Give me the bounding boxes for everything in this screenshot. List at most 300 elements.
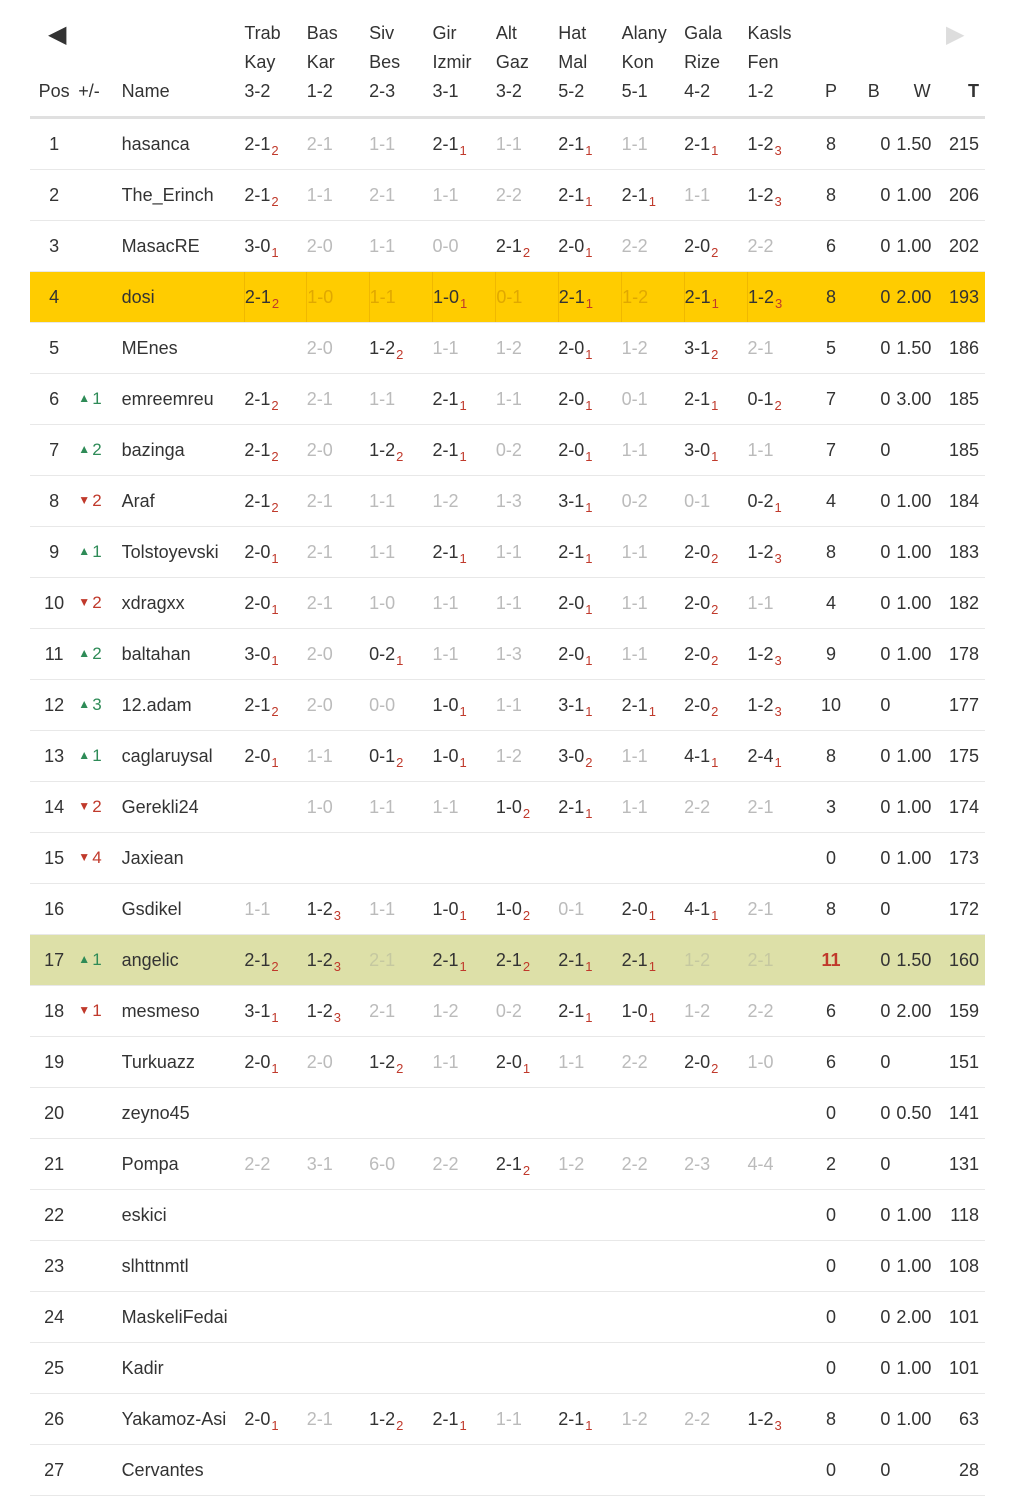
prediction-cell (684, 425, 747, 476)
prediction-cell (558, 118, 621, 170)
prediction-score: 3-0 (244, 235, 271, 256)
prediction-cell (433, 884, 496, 935)
player-name[interactable]: The_Erinch (122, 170, 245, 221)
prediction-score: 2-0 (684, 1051, 711, 1072)
player-name[interactable]: angelic (122, 935, 245, 986)
up-arrow-icon: ▲ (78, 646, 91, 660)
prediction-points: 2 (522, 244, 531, 260)
row-position: 10 (30, 578, 78, 629)
prediction-points: 1 (648, 958, 656, 974)
prediction-points: 3 (774, 295, 783, 311)
game-header[interactable] (496, 14, 558, 118)
prediction-cell (747, 374, 810, 425)
prediction-score: 1-2 (306, 1000, 333, 1021)
points-total: 159 (937, 986, 985, 1037)
prediction-cell (558, 1190, 621, 1241)
prediction-score: 2-1 (432, 541, 459, 562)
prediction-cell (496, 935, 558, 986)
row-change (78, 425, 121, 476)
prediction-cell (684, 323, 747, 374)
points-b: 0 (851, 1139, 896, 1190)
table-row[interactable] (30, 476, 985, 527)
prediction-cell (684, 731, 747, 782)
prediction-cell (622, 221, 684, 272)
prediction-points: 1 (585, 244, 593, 260)
prediction-cell (369, 986, 432, 1037)
prediction-score: 0-2 (495, 439, 522, 460)
row-position: 14 (30, 782, 78, 833)
points-w: 0.50 (896, 1088, 936, 1139)
prediction-score: 1-2 (684, 1000, 711, 1021)
row-change (78, 1445, 121, 1496)
prediction-score: 1-1 (495, 541, 522, 562)
table-row[interactable] (30, 221, 985, 272)
player-name[interactable]: caglaruysal (122, 731, 245, 782)
prediction-cell (307, 170, 369, 221)
prediction-points: 1 (585, 1009, 593, 1025)
row-position: 12 (30, 680, 78, 731)
prediction-score: 2-2 (244, 1153, 271, 1174)
prediction-score: 2-1 (244, 133, 271, 154)
table-row[interactable] (30, 680, 985, 731)
points-w (896, 425, 936, 476)
prediction-score: 1-1 (369, 286, 396, 307)
player-name[interactable]: eskici (122, 1190, 245, 1241)
points-total: 160 (937, 935, 985, 986)
prediction-cell (307, 1139, 369, 1190)
prediction-cell (369, 118, 432, 170)
row-change (78, 323, 121, 374)
up-arrow-icon: ▲ (78, 697, 91, 711)
game-header[interactable] (747, 14, 810, 118)
game-header[interactable] (369, 14, 432, 118)
prediction-cell (369, 1037, 432, 1088)
table-row[interactable] (30, 884, 985, 935)
up-arrow-icon: ▲ (78, 748, 91, 762)
points-p: 9 (811, 629, 851, 680)
row-change (78, 1241, 121, 1292)
prediction-cell (684, 782, 747, 833)
game-header[interactable] (433, 14, 496, 118)
table-row[interactable] (30, 731, 985, 782)
row-change (78, 1343, 121, 1394)
prediction-cell (244, 272, 306, 323)
prediction-cell (558, 782, 621, 833)
game-header[interactable] (558, 14, 621, 118)
prediction-cell (496, 221, 558, 272)
prediction-score: 4-1 (684, 745, 711, 766)
points-b: 0 (851, 170, 896, 221)
prediction-cell (369, 680, 432, 731)
prediction-score: 1-0 (433, 286, 460, 307)
prediction-score: 3-0 (558, 745, 585, 766)
prediction-cell (369, 1088, 432, 1139)
b-header[interactable]: B (851, 14, 896, 118)
prediction-cell (496, 1292, 558, 1343)
prediction-cell (747, 680, 810, 731)
prediction-points: 1 (459, 958, 467, 974)
player-name[interactable]: Jaxiean (122, 833, 245, 884)
player-name[interactable]: mesmeso (122, 986, 245, 1037)
game-header-line2: Bes (369, 52, 401, 72)
prediction-points: 3 (333, 1009, 341, 1025)
points-p: 3 (811, 782, 851, 833)
prediction-cell (684, 476, 747, 527)
points-p: 6 (811, 1037, 851, 1088)
prediction-cell (622, 1241, 684, 1292)
prediction-score: 2-1 (369, 949, 396, 970)
prediction-score: 1-2 (747, 184, 774, 205)
game-header-line1: Siv (369, 23, 395, 43)
player-name[interactable]: Gerekli24 (122, 782, 245, 833)
game-header[interactable] (307, 14, 369, 118)
row-position: 23 (30, 1241, 78, 1292)
points-total: 118 (937, 1190, 985, 1241)
p-header[interactable]: P (811, 14, 851, 118)
prediction-score: 1-2 (558, 1153, 585, 1174)
row-position: 18 (30, 986, 78, 1037)
points-total: 28 (937, 1445, 985, 1496)
table-row[interactable] (30, 374, 985, 425)
prediction-cell (622, 170, 684, 221)
prediction-cell (747, 1445, 810, 1496)
table-row[interactable] (30, 986, 985, 1037)
prediction-cell (307, 1190, 369, 1241)
prediction-cell (369, 629, 432, 680)
game-header-line1: Trab (244, 23, 281, 43)
prediction-cell (496, 1241, 558, 1292)
prediction-points: 1 (460, 295, 468, 311)
prediction-cell (622, 323, 684, 374)
prediction-score: 2-0 (684, 694, 711, 715)
table-body (30, 118, 985, 1496)
prediction-points: 1 (585, 397, 593, 413)
points-b: 0 (851, 1394, 896, 1445)
prediction-cell (747, 986, 810, 1037)
points-w (896, 1037, 936, 1088)
points-w: 1.00 (896, 578, 936, 629)
change-header[interactable]: +/- (78, 14, 121, 118)
prediction-score: 2-1 (432, 1408, 459, 1429)
game-header[interactable] (622, 14, 684, 118)
row-position: 17 (30, 935, 78, 986)
down-arrow-icon: ▼ (78, 1003, 91, 1017)
prediction-score: 1-0 (495, 898, 522, 919)
table-row[interactable] (30, 1190, 985, 1241)
prediction-score: 3-1 (306, 1153, 333, 1174)
prediction-score: 2-3 (684, 1153, 711, 1174)
row-change (78, 884, 121, 935)
points-w: 2.00 (896, 1292, 936, 1343)
player-name[interactable]: slhttnmtl (122, 1241, 245, 1292)
player-name[interactable]: dosi (122, 272, 245, 323)
prediction-cell (558, 1139, 621, 1190)
player-name[interactable]: hasanca (122, 118, 245, 170)
table-row[interactable] (30, 323, 985, 374)
points-total: 184 (937, 476, 985, 527)
prediction-score: 1-1 (621, 439, 648, 460)
table-row[interactable] (30, 1292, 985, 1343)
prediction-score: 2-1 (495, 235, 522, 256)
prediction-cell (558, 1292, 621, 1343)
game-header-line1: Gir (432, 23, 457, 43)
prediction-cell (496, 1139, 558, 1190)
prediction-cell (558, 833, 621, 884)
prediction-score: 1-1 (432, 592, 459, 613)
row-change (78, 118, 121, 170)
player-name[interactable]: Yakamoz-Asi (122, 1394, 245, 1445)
prediction-cell (369, 1190, 432, 1241)
row-change (78, 629, 121, 680)
prediction-points: 1 (648, 1009, 656, 1025)
prediction-score: 1-0 (306, 796, 333, 817)
prediction-score: 1-1 (684, 184, 711, 205)
prediction-cell (684, 118, 747, 170)
prediction-cell (747, 1190, 810, 1241)
points-p: 0 (811, 1445, 851, 1496)
prediction-score: 2-0 (558, 643, 585, 664)
prediction-score: 2-1 (495, 1153, 522, 1174)
prediction-score: 1-1 (621, 745, 648, 766)
prediction-cell (369, 1445, 432, 1496)
change-value: 2 (92, 644, 102, 663)
prediction-cell (622, 833, 684, 884)
prediction-points: 1 (396, 652, 404, 668)
points-total: 215 (937, 118, 985, 170)
player-name[interactable]: MasacRE (122, 221, 245, 272)
prediction-score: 1-1 (432, 184, 459, 205)
prediction-cell (496, 527, 558, 578)
table-row[interactable] (30, 272, 985, 323)
table-row[interactable] (30, 527, 985, 578)
row-position: 13 (30, 731, 78, 782)
prediction-cell (307, 425, 369, 476)
prediction-cell (433, 1139, 496, 1190)
prediction-cell (622, 731, 684, 782)
prediction-score: 2-1 (558, 286, 585, 307)
prediction-points: 2 (396, 448, 404, 464)
table-row[interactable] (30, 629, 985, 680)
prediction-cell (496, 1037, 558, 1088)
player-name[interactable]: xdragxx (122, 578, 245, 629)
prediction-cell (369, 1292, 432, 1343)
player-name[interactable]: Gsdikel (122, 884, 245, 935)
prediction-score: 2-1 (558, 541, 585, 562)
table-row[interactable] (30, 1445, 985, 1496)
prediction-points: 1 (648, 193, 656, 209)
prediction-score: 2-0 (244, 745, 271, 766)
name-header[interactable]: Name (122, 14, 245, 118)
table-row[interactable] (30, 935, 985, 986)
prediction-score: 2-1 (558, 184, 585, 205)
prediction-cell (622, 578, 684, 629)
table-row[interactable] (30, 1343, 985, 1394)
points-p: 8 (811, 1394, 851, 1445)
prediction-cell (307, 731, 369, 782)
prediction-cell (433, 272, 496, 323)
player-name[interactable]: emreemreu (122, 374, 245, 425)
t-header[interactable]: T (937, 14, 985, 118)
points-p: 6 (811, 221, 851, 272)
table-row[interactable] (30, 425, 985, 476)
row-change (78, 1088, 121, 1139)
prediction-cell (496, 1088, 558, 1139)
player-name[interactable]: baltahan (122, 629, 245, 680)
table-row[interactable] (30, 782, 985, 833)
prediction-points: 2 (522, 958, 531, 974)
prediction-score: 0-0 (432, 235, 459, 256)
points-w (896, 1139, 936, 1190)
prediction-score: 2-1 (432, 439, 459, 460)
row-change (78, 170, 121, 221)
prediction-cell (684, 629, 747, 680)
up-arrow-icon: ▲ (78, 544, 91, 558)
table-row[interactable] (30, 833, 985, 884)
prediction-cell (307, 578, 369, 629)
prediction-score: 2-1 (306, 133, 333, 154)
table-row[interactable] (30, 170, 985, 221)
prediction-points: 1 (459, 448, 467, 464)
points-p: 5 (811, 323, 851, 374)
prediction-points: 1 (459, 397, 467, 413)
prediction-score: 2-0 (684, 592, 711, 613)
points-total: 202 (937, 221, 985, 272)
player-name[interactable]: Kadir (122, 1343, 245, 1394)
player-name[interactable]: Pompa (122, 1139, 245, 1190)
prediction-cell (307, 272, 369, 323)
points-total: 186 (937, 323, 985, 374)
row-position: 9 (30, 527, 78, 578)
points-p: 8 (811, 884, 851, 935)
prediction-points: 1 (271, 1060, 279, 1076)
prediction-score: 2-0 (306, 1051, 333, 1072)
prediction-score: 1-2 (621, 337, 648, 358)
standings-table (30, 14, 985, 1496)
prediction-score: 2-4 (747, 745, 774, 766)
prediction-score: 2-1 (558, 1000, 585, 1021)
down-arrow-icon: ▼ (78, 595, 91, 609)
prediction-score: 1-1 (621, 592, 648, 613)
row-change (78, 1139, 121, 1190)
prediction-points: 3 (774, 550, 782, 566)
row-position: 11 (30, 629, 78, 680)
prediction-cell (558, 425, 621, 476)
points-total: 175 (937, 731, 985, 782)
prediction-points: 1 (459, 142, 467, 158)
next-week-arrow-icon[interactable]: ▶ (946, 21, 965, 48)
prediction-cell (747, 1241, 810, 1292)
prediction-cell (369, 578, 432, 629)
pos-header[interactable]: Pos (30, 14, 78, 118)
player-name[interactable]: Cervantes (122, 1445, 245, 1496)
table-row[interactable] (30, 1037, 985, 1088)
row-position: 3 (30, 221, 78, 272)
prediction-score: 1-2 (495, 745, 522, 766)
row-position: 6 (30, 374, 78, 425)
prediction-cell (433, 1445, 496, 1496)
prediction-score: 4-4 (747, 1153, 774, 1174)
game-header[interactable] (684, 14, 747, 118)
prediction-cell (496, 170, 558, 221)
table-row[interactable] (30, 1394, 985, 1445)
prediction-points: 2 (271, 397, 279, 413)
prediction-cell (433, 1241, 496, 1292)
game-header[interactable] (244, 14, 306, 118)
prediction-cell (307, 527, 369, 578)
player-name[interactable]: MaskeliFedai (122, 1292, 245, 1343)
table-row[interactable] (30, 118, 985, 170)
prediction-score: 2-1 (244, 388, 271, 409)
points-b: 0 (851, 884, 896, 935)
w-header[interactable]: W (896, 14, 936, 118)
prediction-cell (496, 476, 558, 527)
points-b: 0 (851, 1292, 896, 1343)
prediction-cell (747, 118, 810, 170)
points-p: 2 (811, 1139, 851, 1190)
player-name[interactable]: Tolstoyevski (122, 527, 245, 578)
player-name[interactable]: Araf (122, 476, 245, 527)
prediction-score: 2-1 (306, 490, 333, 511)
points-p: 7 (811, 425, 851, 476)
row-position: 22 (30, 1190, 78, 1241)
prediction-points: 1 (271, 652, 279, 668)
player-name[interactable]: MEnes (122, 323, 245, 374)
prediction-points: 1 (271, 244, 279, 260)
table-row[interactable] (30, 1139, 985, 1190)
points-b: 0 (851, 476, 896, 527)
table-row[interactable] (30, 1241, 985, 1292)
points-w: 1.00 (896, 1241, 936, 1292)
points-b: 0 (851, 272, 896, 323)
prediction-points: 1 (585, 193, 593, 209)
prediction-cell (369, 476, 432, 527)
change-value: 2 (92, 440, 102, 459)
prediction-score: 1-1 (432, 337, 459, 358)
table-row[interactable] (30, 578, 985, 629)
prediction-cell (433, 935, 496, 986)
prediction-score: 2-1 (621, 949, 648, 970)
points-w: 1.00 (896, 476, 936, 527)
prediction-points: 2 (396, 346, 404, 362)
prediction-score: 1-3 (495, 490, 522, 511)
points-w: 1.00 (896, 1394, 936, 1445)
prediction-cell (244, 1037, 306, 1088)
player-name[interactable]: 12.adam (122, 680, 245, 731)
prediction-score: 3-1 (558, 490, 585, 511)
table-row[interactable] (30, 1088, 985, 1139)
prediction-score: 2-2 (684, 1408, 711, 1429)
prediction-score: 2-2 (747, 235, 774, 256)
points-w (896, 884, 936, 935)
prediction-cell (684, 1037, 747, 1088)
points-b: 0 (851, 221, 896, 272)
prediction-points: 2 (396, 1060, 404, 1076)
prediction-cell (496, 833, 558, 884)
player-name[interactable]: Turkuazz (122, 1037, 245, 1088)
prediction-cell (244, 1088, 306, 1139)
points-w: 1.00 (896, 782, 936, 833)
prediction-cell (244, 425, 306, 476)
game-header-score: 2-3 (369, 81, 396, 101)
prediction-cell (747, 1292, 810, 1343)
prediction-cell (747, 731, 810, 782)
previous-week-arrow-icon[interactable]: ◀ (48, 21, 67, 48)
prediction-cell (558, 1394, 621, 1445)
prediction-score: 1-1 (369, 235, 396, 256)
prediction-points: 2 (585, 754, 593, 770)
player-name[interactable]: bazinga (122, 425, 245, 476)
player-name[interactable]: zeyno45 (122, 1088, 245, 1139)
